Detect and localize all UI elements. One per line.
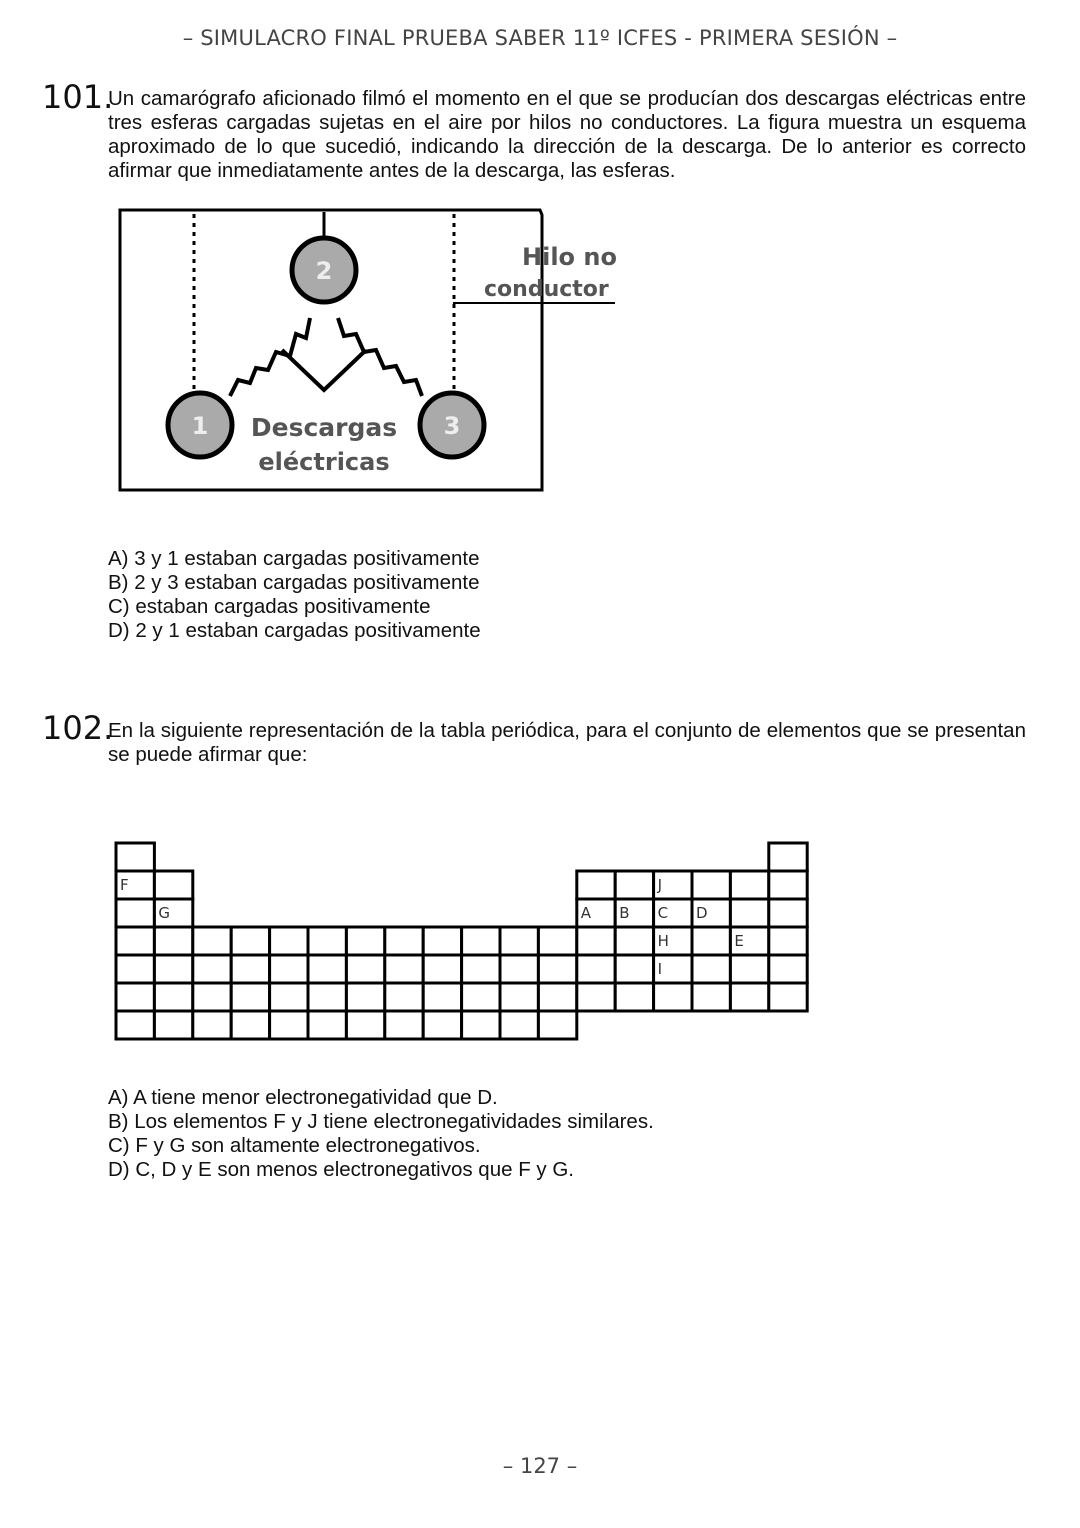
table-cell	[500, 1011, 538, 1039]
table-cell	[615, 983, 653, 1011]
option-a[interactable]: A) 3 y 1 estaban cargadas positivamente	[108, 547, 480, 570]
option-b[interactable]: B) 2 y 3 estaban cargadas positivamente	[108, 571, 480, 594]
table-cell	[615, 955, 653, 983]
option-c[interactable]: C) F y G son altamente electronegativos.	[108, 1134, 481, 1157]
table-cell	[423, 955, 461, 983]
table-cell	[270, 1011, 308, 1039]
table-cell	[769, 871, 807, 899]
thread-label-line2: conductor	[484, 277, 609, 302]
thread-pointer-line	[454, 303, 615, 304]
table-cell	[154, 983, 192, 1011]
table-cell	[462, 955, 500, 983]
page-header: – SIMULACRO FINAL PRUEBA SABER 11º ICFES - PRIMERA SESIÓN –	[182, 26, 898, 50]
table-cell	[193, 927, 231, 955]
table-cell	[500, 955, 538, 983]
table-cell	[116, 1011, 154, 1039]
sphere-2-label: 2	[315, 257, 333, 285]
table-cell	[577, 871, 615, 899]
element-label-d: D	[696, 904, 708, 922]
element-label-h: H	[657, 932, 669, 950]
charged-spheres-figure	[110, 200, 630, 500]
table-cell	[615, 871, 653, 899]
element-label-j: J	[657, 876, 663, 894]
table-cell	[231, 927, 269, 955]
element-label-c: C	[657, 904, 669, 922]
table-cell	[308, 1011, 346, 1039]
table-cell	[231, 955, 269, 983]
discharge-left	[230, 318, 310, 396]
table-cell	[462, 927, 500, 955]
table-cell	[423, 983, 461, 1011]
question-101-number: 101.	[42, 78, 114, 116]
table-cell	[385, 1011, 423, 1039]
table-cell	[154, 871, 192, 899]
question-102-number: 102.	[42, 709, 114, 747]
table-cell	[769, 983, 807, 1011]
table-cell	[577, 983, 615, 1011]
table-cell	[538, 983, 576, 1011]
table-cell	[654, 983, 692, 1011]
element-label-a: A	[580, 904, 592, 922]
table-cell	[462, 983, 500, 1011]
table-cell	[538, 955, 576, 983]
option-b[interactable]: B) Los elementos F y J tiene electronegatividades similares.	[108, 1110, 654, 1133]
table-cell	[769, 955, 807, 983]
table-cell	[231, 1011, 269, 1039]
table-cell	[385, 955, 423, 983]
sphere-3-label: 3	[443, 412, 461, 440]
element-label-f: F	[120, 876, 129, 894]
option-d[interactable]: D) C, D y E son menos electronegativos que F y G.	[108, 1158, 574, 1181]
option-a[interactable]: A) A tiene menor electronegatividad que D.	[108, 1086, 498, 1109]
table-cell	[730, 871, 768, 899]
question-101-options	[108, 547, 481, 643]
table-cell	[116, 955, 154, 983]
table-cell	[116, 843, 154, 871]
table-cell	[385, 927, 423, 955]
periodic-table-figure	[110, 836, 820, 1046]
table-cell	[346, 927, 384, 955]
table-cell	[692, 871, 730, 899]
element-label-e: E	[734, 932, 744, 950]
table-cell	[730, 955, 768, 983]
table-cell	[116, 983, 154, 1011]
table-cell	[346, 983, 384, 1011]
option-c[interactable]: C) estaban cargadas positivamente	[108, 595, 431, 618]
table-cell	[769, 899, 807, 927]
discharge-arrow	[282, 350, 366, 390]
table-cell	[692, 927, 730, 955]
table-cell	[730, 983, 768, 1011]
table-cell	[270, 927, 308, 955]
table-cell	[116, 927, 154, 955]
table-cell	[308, 983, 346, 1011]
table-cell	[270, 983, 308, 1011]
discharge-label-line1: Descargas	[250, 413, 398, 442]
thread-label-line1: Hilo no	[522, 243, 617, 271]
table-cell	[692, 955, 730, 983]
table-cell	[423, 1011, 461, 1039]
table-cell	[193, 983, 231, 1011]
table-cell	[538, 927, 576, 955]
table-cell	[769, 843, 807, 871]
element-label-b: B	[619, 904, 630, 922]
table-cell	[462, 1011, 500, 1039]
sphere-1-label: 1	[191, 412, 209, 440]
table-cell	[500, 983, 538, 1011]
table-cell	[769, 927, 807, 955]
table-cell	[500, 927, 538, 955]
table-cell	[577, 955, 615, 983]
element-label-g: G	[158, 904, 171, 922]
table-cell	[615, 927, 653, 955]
table-cell	[730, 899, 768, 927]
table-cell	[154, 955, 192, 983]
discharge-label-line2: eléctricas	[258, 448, 390, 476]
table-cell	[385, 983, 423, 1011]
question-102-text: En la siguiente representación de la tabla periódica, para el conjunto de elementos que se presentan se puede afirmar que:	[108, 719, 1026, 766]
table-cell	[154, 1011, 192, 1039]
table-cell	[231, 983, 269, 1011]
table-cell	[270, 955, 308, 983]
table-cell	[193, 1011, 231, 1039]
table-cell	[193, 955, 231, 983]
question-101-text: Un camarógrafo aficionado filmó el momento en el que se producían dos descargas eléctricas entre tres esferas cargadas sujetas en el aire por hilos no conductores. La figura muestra un esquema aproximado de lo que sucedió, indicando la dirección de la descarga. De lo anterior es correcto afirmar que inmediatamente antes de la descarga, las esferas.	[108, 87, 1026, 182]
table-cell	[308, 955, 346, 983]
table-cell	[116, 899, 154, 927]
table-cell	[346, 955, 384, 983]
question-102-options	[108, 1086, 654, 1182]
page-number: – 127 –	[502, 1454, 578, 1478]
discharge-right	[338, 318, 422, 396]
element-label-i: I	[657, 960, 663, 978]
table-cell	[577, 927, 615, 955]
table-cell	[423, 927, 461, 955]
table-cell	[692, 983, 730, 1011]
table-cell	[308, 927, 346, 955]
table-cell	[154, 927, 192, 955]
table-cell	[346, 1011, 384, 1039]
table-cell	[538, 1011, 576, 1039]
option-d[interactable]: D) 2 y 1 estaban cargadas positivamente	[108, 619, 481, 642]
